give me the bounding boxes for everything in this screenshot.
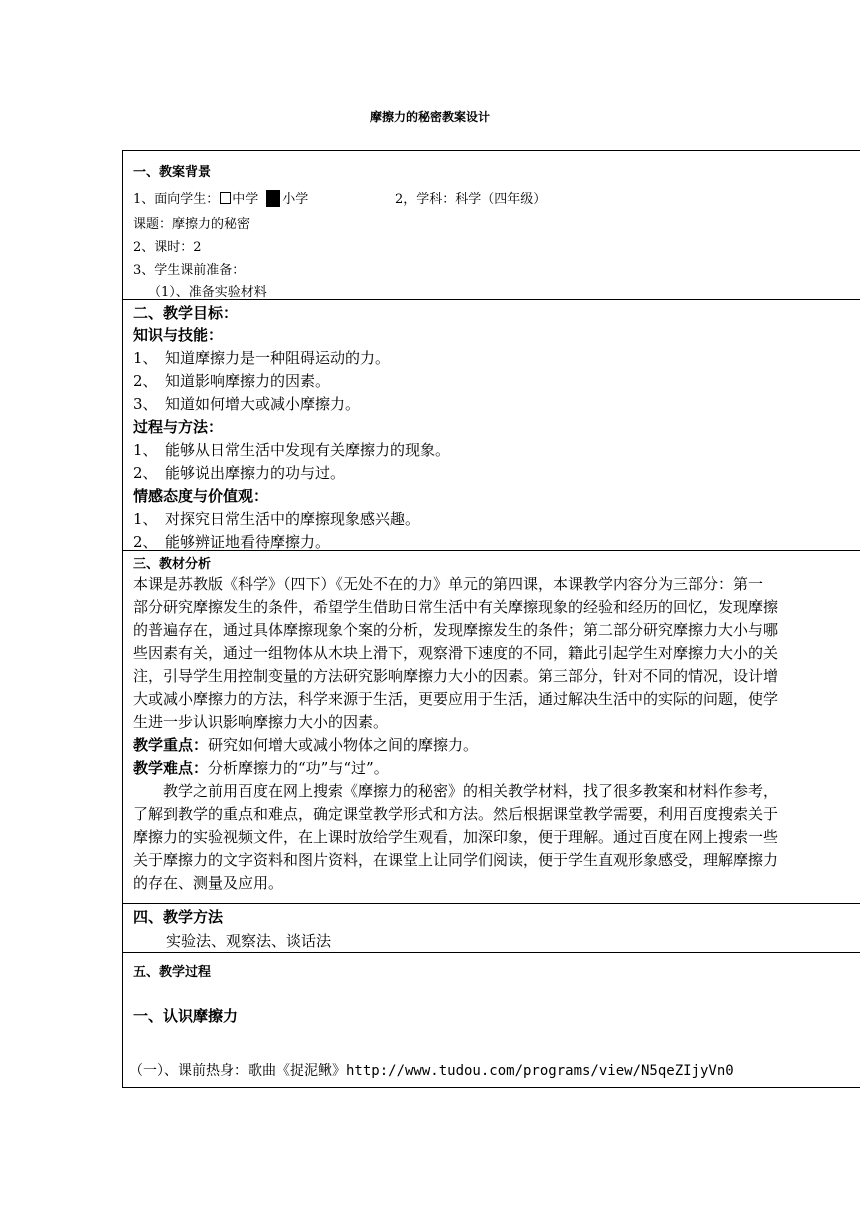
target-students-label: 1、面向学生： (133, 192, 220, 207)
analysis-line: 大或减小摩擦力的方法，科学来源于生活，更要应用于生活，通过解决生活中的实际的问题，使学 (133, 690, 779, 708)
section-heading: 五、教学过程 (133, 965, 212, 980)
prep-note-line: 了解到教学的重点和难点，确定课堂教学形式和方法。然后根据课堂教学需要，利用百度搜索关于 (133, 805, 779, 823)
section-heading: 二、教学目标： (133, 304, 239, 322)
topic-line: 课题：摩擦力的秘密 (133, 217, 251, 232)
student-prep-line: 3、学生课前准备： (133, 263, 246, 278)
analysis-line: 本课是苏教版《科学》（四下）《无处不在的力》单元的第四课，本课教学内容分为三部分：第一 (133, 575, 764, 593)
subheading-process-method: 过程与方法： (133, 418, 224, 436)
checkbox-filled-icon (266, 190, 280, 207)
prep-note-line: 关于摩擦力的文字资料和图片资料，在课堂上让同学们阅读，便于学生直观形象感受，理解摩擦力 (133, 851, 779, 869)
section-heading: 三、教材分析 (133, 557, 212, 572)
option-middle-school: 中学 (232, 192, 259, 207)
checkbox-empty-icon (220, 192, 231, 204)
subject-line: 2，学科：科学（四年级） (395, 192, 547, 207)
analysis-line: 些因素有关，通过一组物体从木块上滑下，观察滑下速度的不同，籍此引起学生对摩擦力大小的关 (133, 644, 779, 662)
warmup-line: （一）、课前热身：歌曲《捉泥鳅》http://www.tudou.com/programs/view/N5qeZIjyVn0 (129, 1063, 734, 1079)
objective-item: 1、 能够从日常生活中发现有关摩擦力的现象。 (133, 441, 451, 459)
key-point-label: 教学重点： (133, 736, 209, 754)
difficulty-text: 分析摩擦力的“功”与“过”。 (208, 759, 389, 777)
document-title: 摩擦力的秘密教案设计 (369, 110, 490, 124)
section-teaching-methods (123, 904, 860, 953)
analysis-line: 生进一步认识影响摩擦力大小的因素。 (133, 713, 389, 731)
difficulty-label: 教学难点： (133, 759, 209, 777)
target-students-line (133, 188, 308, 207)
prep-note-line: 教学之前用百度在网上搜索《摩擦力的秘密》的相关教学材料，找了很多教案和材料作参考， (133, 782, 779, 800)
methods-text: 实验法、观察法、谈话法 (166, 932, 332, 950)
key-point-text: 研究如何增大或减小物体之间的摩擦力。 (208, 736, 479, 754)
key-point-line (133, 734, 860, 755)
section-background (123, 151, 860, 300)
student-prep-item: （1）、准备实验材料 (148, 285, 267, 300)
objective-item: 2、 能够说出摩擦力的功与过。 (133, 464, 346, 482)
difficulty-line (133, 757, 860, 778)
objective-item: 2、 能够辨证地看待摩擦力。 (133, 533, 331, 551)
objective-item: 2、 知道影响摩擦力的因素。 (133, 372, 331, 390)
section-heading: 四、教学方法 (133, 908, 224, 926)
option-primary-school: 小学 (282, 192, 309, 207)
lesson-plan-table (122, 150, 860, 1088)
class-hours-line: 2、课时：2 (133, 240, 202, 255)
section-textbook-analysis (123, 551, 860, 904)
prep-note-line: 摩擦力的实验视频文件，在上课时放给学生观看，加深印象，便于理解。通过百度在网上搜索一些 (133, 828, 779, 846)
subheading-attitude-values: 情感态度与价值观： (133, 487, 269, 505)
objective-item: 3、 知道如何增大或减小摩擦力。 (133, 395, 361, 413)
process-subheading: 一、认识摩擦力 (133, 1007, 239, 1025)
objective-item: 1、 对探究日常生活中的摩擦现象感兴趣。 (133, 510, 421, 528)
analysis-line: 部分研究摩擦发生的条件，希望学生借助日常生活中有关摩擦现象的经验和经历的回忆，发现摩擦 (133, 598, 779, 616)
analysis-line: 注，引导学生用控制变量的方法研究影响摩擦力大小的因素。第三部分，针对不同的情况，设计增 (133, 667, 779, 685)
objective-item: 1、 知道摩擦力是一种阻碍运动的力。 (133, 349, 391, 367)
section-teaching-process (123, 953, 860, 1088)
section-objectives (123, 300, 860, 551)
prep-note-line: 的存在、测量及应用。 (133, 874, 284, 892)
analysis-line: 的普遍存在，通过具体摩擦现象个案的分析，发现摩擦发生的条件；第二部分研究摩擦力大小与哪 (133, 621, 779, 639)
subheading-knowledge-skills: 知识与技能： (133, 326, 224, 344)
section-heading: 一、教案背景 (133, 165, 212, 180)
